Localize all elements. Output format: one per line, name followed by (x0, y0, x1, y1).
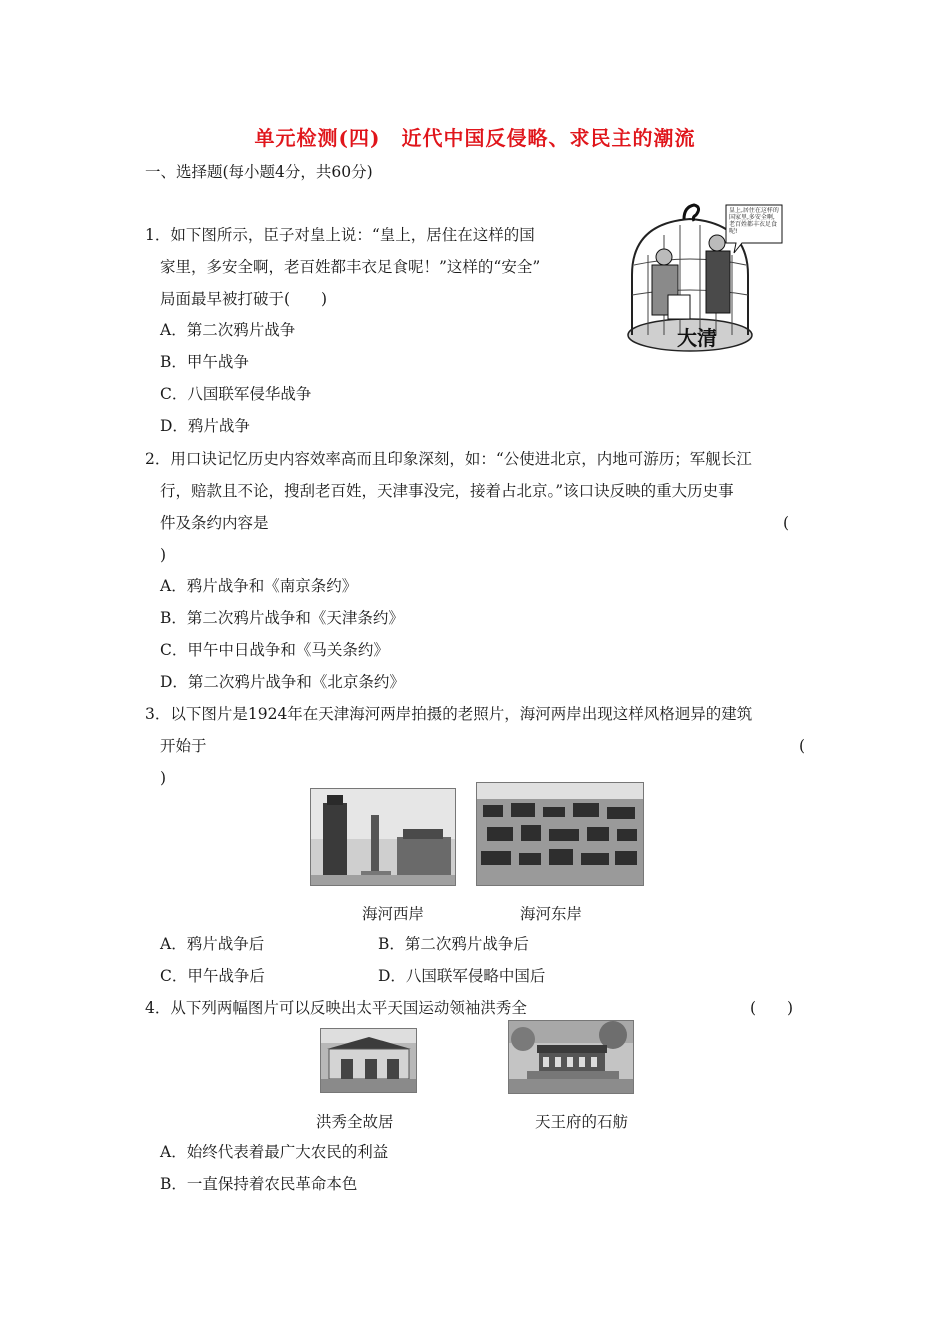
caption-stone-boat: 天王府的石舫 (535, 1113, 629, 1131)
q3-option-c: C．甲午战争后 (160, 967, 265, 985)
q2-line-3: 件及条约内容是 (160, 514, 269, 532)
q2-option-d: D．第二次鸦片战争和《北京条约》 (160, 673, 405, 691)
q1-line-1: 1．如下图所示，臣子对皇上说：“皇上，居住在这样的国 (145, 226, 535, 244)
caption-haihe-east: 海河东岸 (520, 905, 583, 923)
q2-line-1: 2．用口诀记忆历史内容效率高而且印象深刻，如：“公使进北京，内地可游历；军舰长江 (145, 450, 752, 468)
stone-boat-photo (508, 1020, 634, 1094)
q2-bracket-open: ( (783, 514, 790, 532)
q3-bracket-close: ) (160, 769, 167, 787)
q3-option-b: B．第二次鸦片战争后 (378, 935, 529, 953)
q3-line-1: 3．以下图片是1924年在天津海河两岸拍摄的老照片，海河两岸出现这样风格迥异的建筑 (145, 705, 753, 723)
q3-line-2: 开始于 (160, 737, 207, 755)
q2-option-a: A．鸦片战争和《南京条约》 (160, 577, 358, 595)
q2-option-b: B．第二次鸦片战争和《天津条约》 (160, 609, 404, 627)
q4-option-b: B．一直保持着农民革命本色 (160, 1175, 358, 1193)
haihe-west-photo (310, 788, 456, 886)
haihe-east-photo (476, 782, 644, 886)
cage-text: 大清 (677, 326, 717, 350)
q4-option-a: A．始终代表着最广大农民的利益 (160, 1143, 389, 1161)
hong-xiuquan-residence-photo (320, 1028, 417, 1093)
q1-option-d: D．鸦片战争 (160, 417, 250, 435)
q4-bracket: ( ) (750, 999, 794, 1017)
caption-haihe-west: 海河西岸 (362, 905, 425, 923)
q1-line-2: 家里，多安全啊，老百姓都丰衣足食呢！”这样的“安全” (160, 258, 541, 276)
q1-cartoon-image (622, 195, 787, 355)
q3-bracket-open: ( (799, 737, 806, 755)
section-heading: 一、选择题(每小题4分，共60分) (145, 163, 373, 181)
q2-option-c: C．甲午中日战争和《马关条约》 (160, 641, 389, 659)
q3-option-d: D．八国联军侵略中国后 (378, 967, 546, 985)
q1-option-c: C．八国联军侵华战争 (160, 385, 312, 403)
speech-bubble-text: 皇上,居住在这样的国家里,多安全啊,老百姓都丰衣足食呢! (729, 207, 779, 235)
q1-option-a: A．第二次鸦片战争 (160, 321, 296, 339)
caption-residence: 洪秀全故居 (316, 1113, 394, 1131)
q4-line-1: 4．从下列两幅图片可以反映出太平天国运动领袖洪秀全 (145, 999, 527, 1017)
q1-line-3: 局面最早被打破于( ) (160, 290, 328, 308)
q2-bracket-close: ) (160, 546, 167, 564)
q3-option-a: A．鸦片战争后 (160, 935, 265, 953)
page-title: 单元检测(四) 近代中国反侵略、求民主的潮流 (254, 126, 696, 150)
q1-option-b: B．甲午战争 (160, 353, 249, 371)
q2-line-2: 行，赔款且不论，搜刮老百姓，天津事没完，接着占北京。”该口诀反映的重大历史事 (160, 482, 734, 500)
